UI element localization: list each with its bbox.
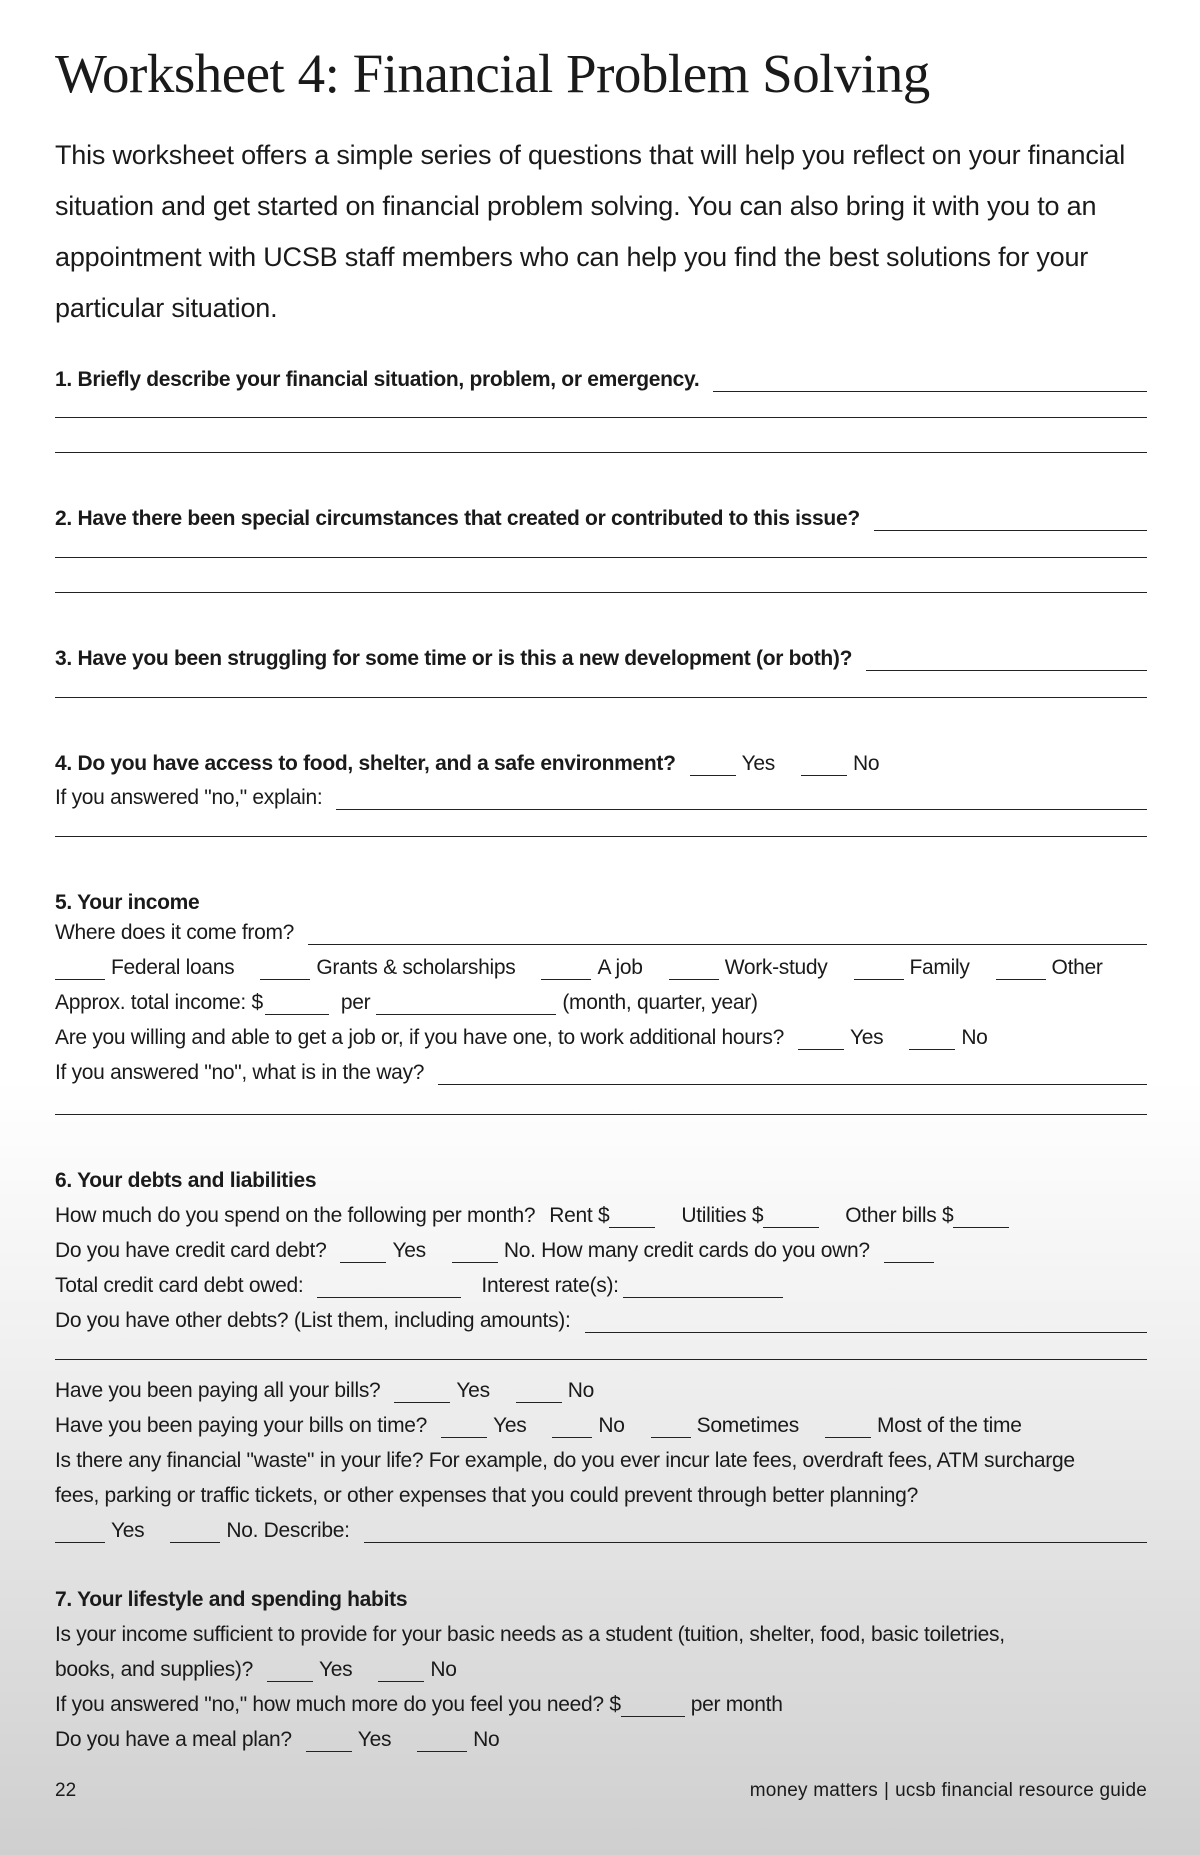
source-federal-loans: Federal loans [111,956,235,979]
footer-divider: | [883,1780,890,1801]
q4-explain-row [55,780,1147,810]
yes-label: Yes [456,1379,490,1402]
q5-heading-row [55,885,1147,915]
no-blank[interactable] [452,1242,498,1263]
answer-line[interactable] [55,557,1147,558]
on-time-question: Have you been paying your bills on time? [55,1414,428,1437]
willing-question: Are you willing and able to get a job or, if you have one, to work additional hours? [55,1026,784,1049]
yes-label: Yes [357,1728,392,1751]
source-job: A job [597,956,643,979]
how-much-blank[interactable] [621,1696,685,1717]
q6-spend-row [55,1198,1147,1228]
yes-label: Yes [319,1658,353,1681]
section-heading-income: 5. Your income [55,891,200,914]
question-4 [55,746,1147,776]
question-1-label: 1. Briefly describe your financial situation, problem, or emergency. [55,368,700,391]
yes-blank[interactable] [267,1661,313,1682]
most-blank[interactable] [825,1417,871,1438]
question-4-label: 4. Do you have access to food, shelter, and a safe environment? [55,752,676,775]
source-blank[interactable] [260,959,310,980]
sometimes-blank[interactable] [651,1417,691,1438]
other-bills-label: Other bills $ [845,1204,954,1227]
no-blank[interactable] [552,1417,592,1438]
source-blank[interactable] [55,959,105,980]
other-bills-blank[interactable] [953,1207,1009,1228]
no-label: No [567,1379,595,1402]
no-label: No [853,752,880,775]
q6-on-time-row [55,1408,1147,1438]
q6-paying-all-row [55,1373,1147,1403]
sufficient-question-line-1: Is your income sufficient to provide for your basic needs as a student (tuition, shelter, food, basic toiletries, [55,1623,1005,1646]
yes-label: Yes [741,752,775,775]
yes-blank[interactable] [798,1029,844,1050]
source-other: Other [1051,956,1103,979]
yes-blank[interactable] [55,1522,105,1543]
yes-label: Yes [111,1519,145,1542]
no-blank[interactable] [801,755,847,776]
q7-heading-row [55,1582,1147,1612]
question-1 [55,362,1147,392]
answer-line[interactable] [55,417,1147,418]
total-owed-blank[interactable] [317,1277,461,1298]
waste-question-line-2: fees, parking or traffic tickets, or other expenses that you could prevent through better planning? [55,1484,918,1507]
sometimes-label: Sometimes [696,1414,800,1437]
yes-blank[interactable] [690,755,736,776]
approx-income-label: Approx. total income: $ [55,991,263,1014]
yes-blank[interactable] [441,1417,487,1438]
utilities-blank[interactable] [763,1207,819,1228]
period-hint: (month, quarter, year) [562,991,758,1014]
q5-sources-row [55,950,1147,980]
answer-line[interactable] [336,787,1147,810]
source-work-study: Work-study [724,956,828,979]
yes-label: Yes [493,1414,527,1437]
q5-where-row [55,915,1147,945]
how-many-cards-label: No. How many credit cards do you own? [503,1239,870,1262]
footer-right: ucsb financial resource guide [895,1780,1147,1801]
intro-paragraph: This worksheet offers a simple series of questions that will help you reflect on your financial situation and get started on financial problem solving. You can also bring it with you to an appointment with UCSB staff members who can help you find the best solutions for your particular situation. [55,140,1126,323]
per-label: per [340,991,371,1014]
answer-line[interactable] [866,648,1147,671]
question-3 [55,641,1147,671]
source-blank[interactable] [996,959,1046,980]
no-blank[interactable] [909,1029,955,1050]
answer-line[interactable] [55,1114,1147,1115]
q7-sufficient-row-2 [55,1652,1147,1682]
answer-line[interactable] [55,836,1147,837]
question-3-label: 3. Have you been struggling for some time or is this a new development (or both)? [55,647,853,670]
how-much-question: If you answered "no," how much more do you feel you need? $ [55,1693,621,1716]
section-heading-debts: 6. Your debts and liabilities [55,1169,317,1192]
most-of-time-label: Most of the time [877,1414,1022,1437]
income-period-blank[interactable] [376,994,556,1015]
q6-heading-row [55,1163,1147,1193]
rent-blank[interactable] [609,1207,655,1228]
page-number: 22 [55,1780,77,1801]
answer-line[interactable] [55,697,1147,698]
q5-willing-row [55,1020,1147,1050]
no-blank[interactable] [417,1731,467,1752]
q6-total-row [55,1268,1147,1298]
yes-blank[interactable] [306,1731,352,1752]
page-title: Worksheet 4: Financial Problem Solving [55,43,930,104]
q5-inway-row [55,1055,1147,1085]
waste-question-line-1: Is there any financial "waste" in your life? For example, do you ever incur late fees, overdraft fees, ATM surcharge [55,1449,1075,1472]
sufficient-question-line-2: books, and supplies)? [55,1658,253,1681]
interest-label: Interest rate(s): [481,1274,619,1297]
q5-where-label: Where does it come from? [55,921,295,944]
source-family: Family [909,956,970,979]
q5-approx-row [55,985,1147,1015]
other-debts-label: Do you have other debts? (List them, including amounts): [55,1309,571,1332]
paying-all-question: Have you been paying all your bills? [55,1379,381,1402]
interest-blank[interactable] [623,1277,783,1298]
answer-line[interactable] [55,592,1147,593]
q7-how-much-row [55,1687,1147,1717]
in-the-way-label: If you answered "no", what is in the way? [55,1061,425,1084]
q6-describe-row [55,1513,1147,1543]
yes-blank[interactable] [340,1242,386,1263]
answer-line[interactable] [55,1359,1147,1360]
describe-label: No. Describe: [226,1519,350,1542]
per-month-label: per month [690,1693,783,1716]
q6-waste-row-2 [55,1478,1147,1508]
question-2 [55,501,1147,531]
spend-question: How much do you spend on the following per month? [55,1204,536,1227]
utilities-label: Utilities $ [681,1204,764,1227]
answer-line[interactable] [713,369,1147,392]
footer-guide-title [750,1780,1147,1802]
no-label: No [430,1658,457,1681]
no-label: No [473,1728,500,1751]
answer-line[interactable] [874,508,1147,531]
question-2-label: 2. Have there been special circumstances that created or contributed to this issue? [55,507,860,530]
answer-line[interactable] [438,1062,1147,1085]
no-label: No [961,1026,988,1049]
source-grants: Grants & scholarships [316,956,516,979]
cards-count-blank[interactable] [884,1242,934,1263]
q4-explain-label: If you answered "no," explain: [55,786,323,809]
meal-plan-question: Do you have a meal plan? [55,1728,292,1751]
yes-label: Yes [392,1239,426,1262]
source-blank[interactable] [854,959,904,980]
answer-line[interactable] [55,452,1147,453]
answer-line[interactable] [585,1310,1148,1333]
footer-left: money matters [749,1780,878,1801]
no-blank[interactable] [378,1661,424,1682]
source-blank[interactable] [669,959,719,980]
answer-line[interactable] [364,1520,1147,1543]
source-blank[interactable] [541,959,591,980]
rent-label: Rent $ [549,1204,610,1227]
no-blank[interactable] [170,1522,220,1543]
q7-meal-plan-row [55,1722,1147,1752]
no-blank[interactable] [516,1382,562,1403]
income-amount-blank[interactable] [265,994,329,1015]
q6-waste-row-1 [55,1443,1147,1473]
q7-sufficient-row-1 [55,1617,1147,1647]
no-label: No [598,1414,625,1437]
q6-credit-row [55,1233,1147,1263]
total-owed-label: Total credit card debt owed: [55,1274,304,1297]
yes-blank[interactable] [394,1382,450,1403]
credit-debt-question: Do you have credit card debt? [55,1239,327,1262]
section-heading-lifestyle: 7. Your lifestyle and spending habits [55,1588,408,1611]
answer-line[interactable] [308,922,1147,945]
yes-label: Yes [849,1026,884,1049]
q6-other-debts-row [55,1303,1147,1333]
